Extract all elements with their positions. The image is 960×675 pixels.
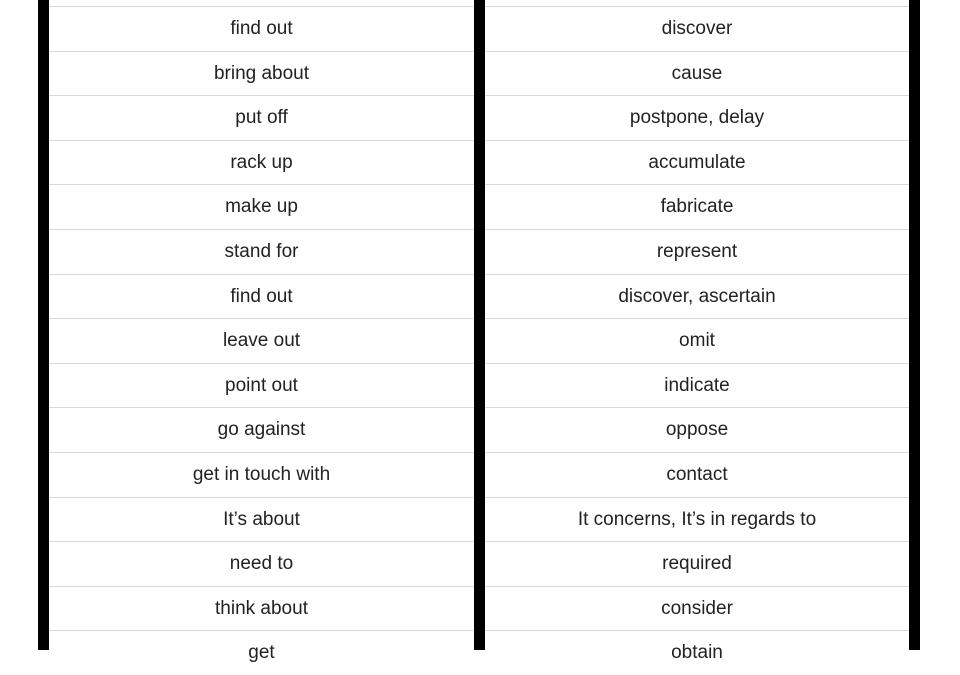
formal-equivalent-cell: fabricate (660, 196, 734, 217)
phrasal-verb-cell: go against (217, 419, 306, 440)
phrasal-verb-cell: put off (235, 107, 288, 128)
formal-equivalent-cell: omit (679, 330, 715, 351)
formal-equivalent-cell: It concerns, It’s in regards to (577, 509, 817, 530)
formal-equivalent-cell: represent (656, 241, 738, 262)
phrasal-verb-cell: It’s about (223, 509, 300, 530)
table-border-middle (474, 0, 485, 650)
formal-equivalent-cell: contact (666, 464, 728, 485)
phrasal-verb-cell: think about (215, 598, 308, 619)
phrasal-verb-cell: find out (230, 286, 293, 307)
table-border-right (909, 0, 920, 650)
formal-equivalent-cell: discover (661, 18, 733, 39)
phrasal-verb-cell: point out (225, 375, 298, 396)
phrasal-verb-cell: make up (225, 196, 298, 217)
phrasal-verb-cell: stand for (224, 241, 299, 262)
formal-equivalent-cell: postpone, delay (629, 107, 765, 128)
phrasal-verb-cell: need to (229, 553, 294, 574)
phrasal-verb-cell: bring about (213, 63, 310, 84)
formal-equivalent-cell: required (662, 553, 732, 574)
formal-equivalent-cell: indicate (664, 375, 730, 396)
formal-equivalent-cell: accumulate (648, 152, 746, 173)
formal-equivalent-cell: obtain (671, 642, 723, 663)
phrasal-verb-cell: get (248, 642, 275, 663)
formal-equivalent-cell: discover, ascertain (618, 286, 776, 307)
phrasal-verb-cell: find out (230, 18, 293, 39)
table-border-left (38, 0, 49, 650)
phrasal-verb-cell: rack up (230, 152, 293, 173)
formal-equivalent-cell: cause (671, 63, 723, 84)
formal-equivalent-cell: oppose (665, 419, 729, 440)
phrasal-verb-cell: get in touch with (192, 464, 331, 485)
phrasal-verb-cell: leave out (222, 330, 301, 351)
formal-equivalent-cell: consider (661, 598, 733, 619)
